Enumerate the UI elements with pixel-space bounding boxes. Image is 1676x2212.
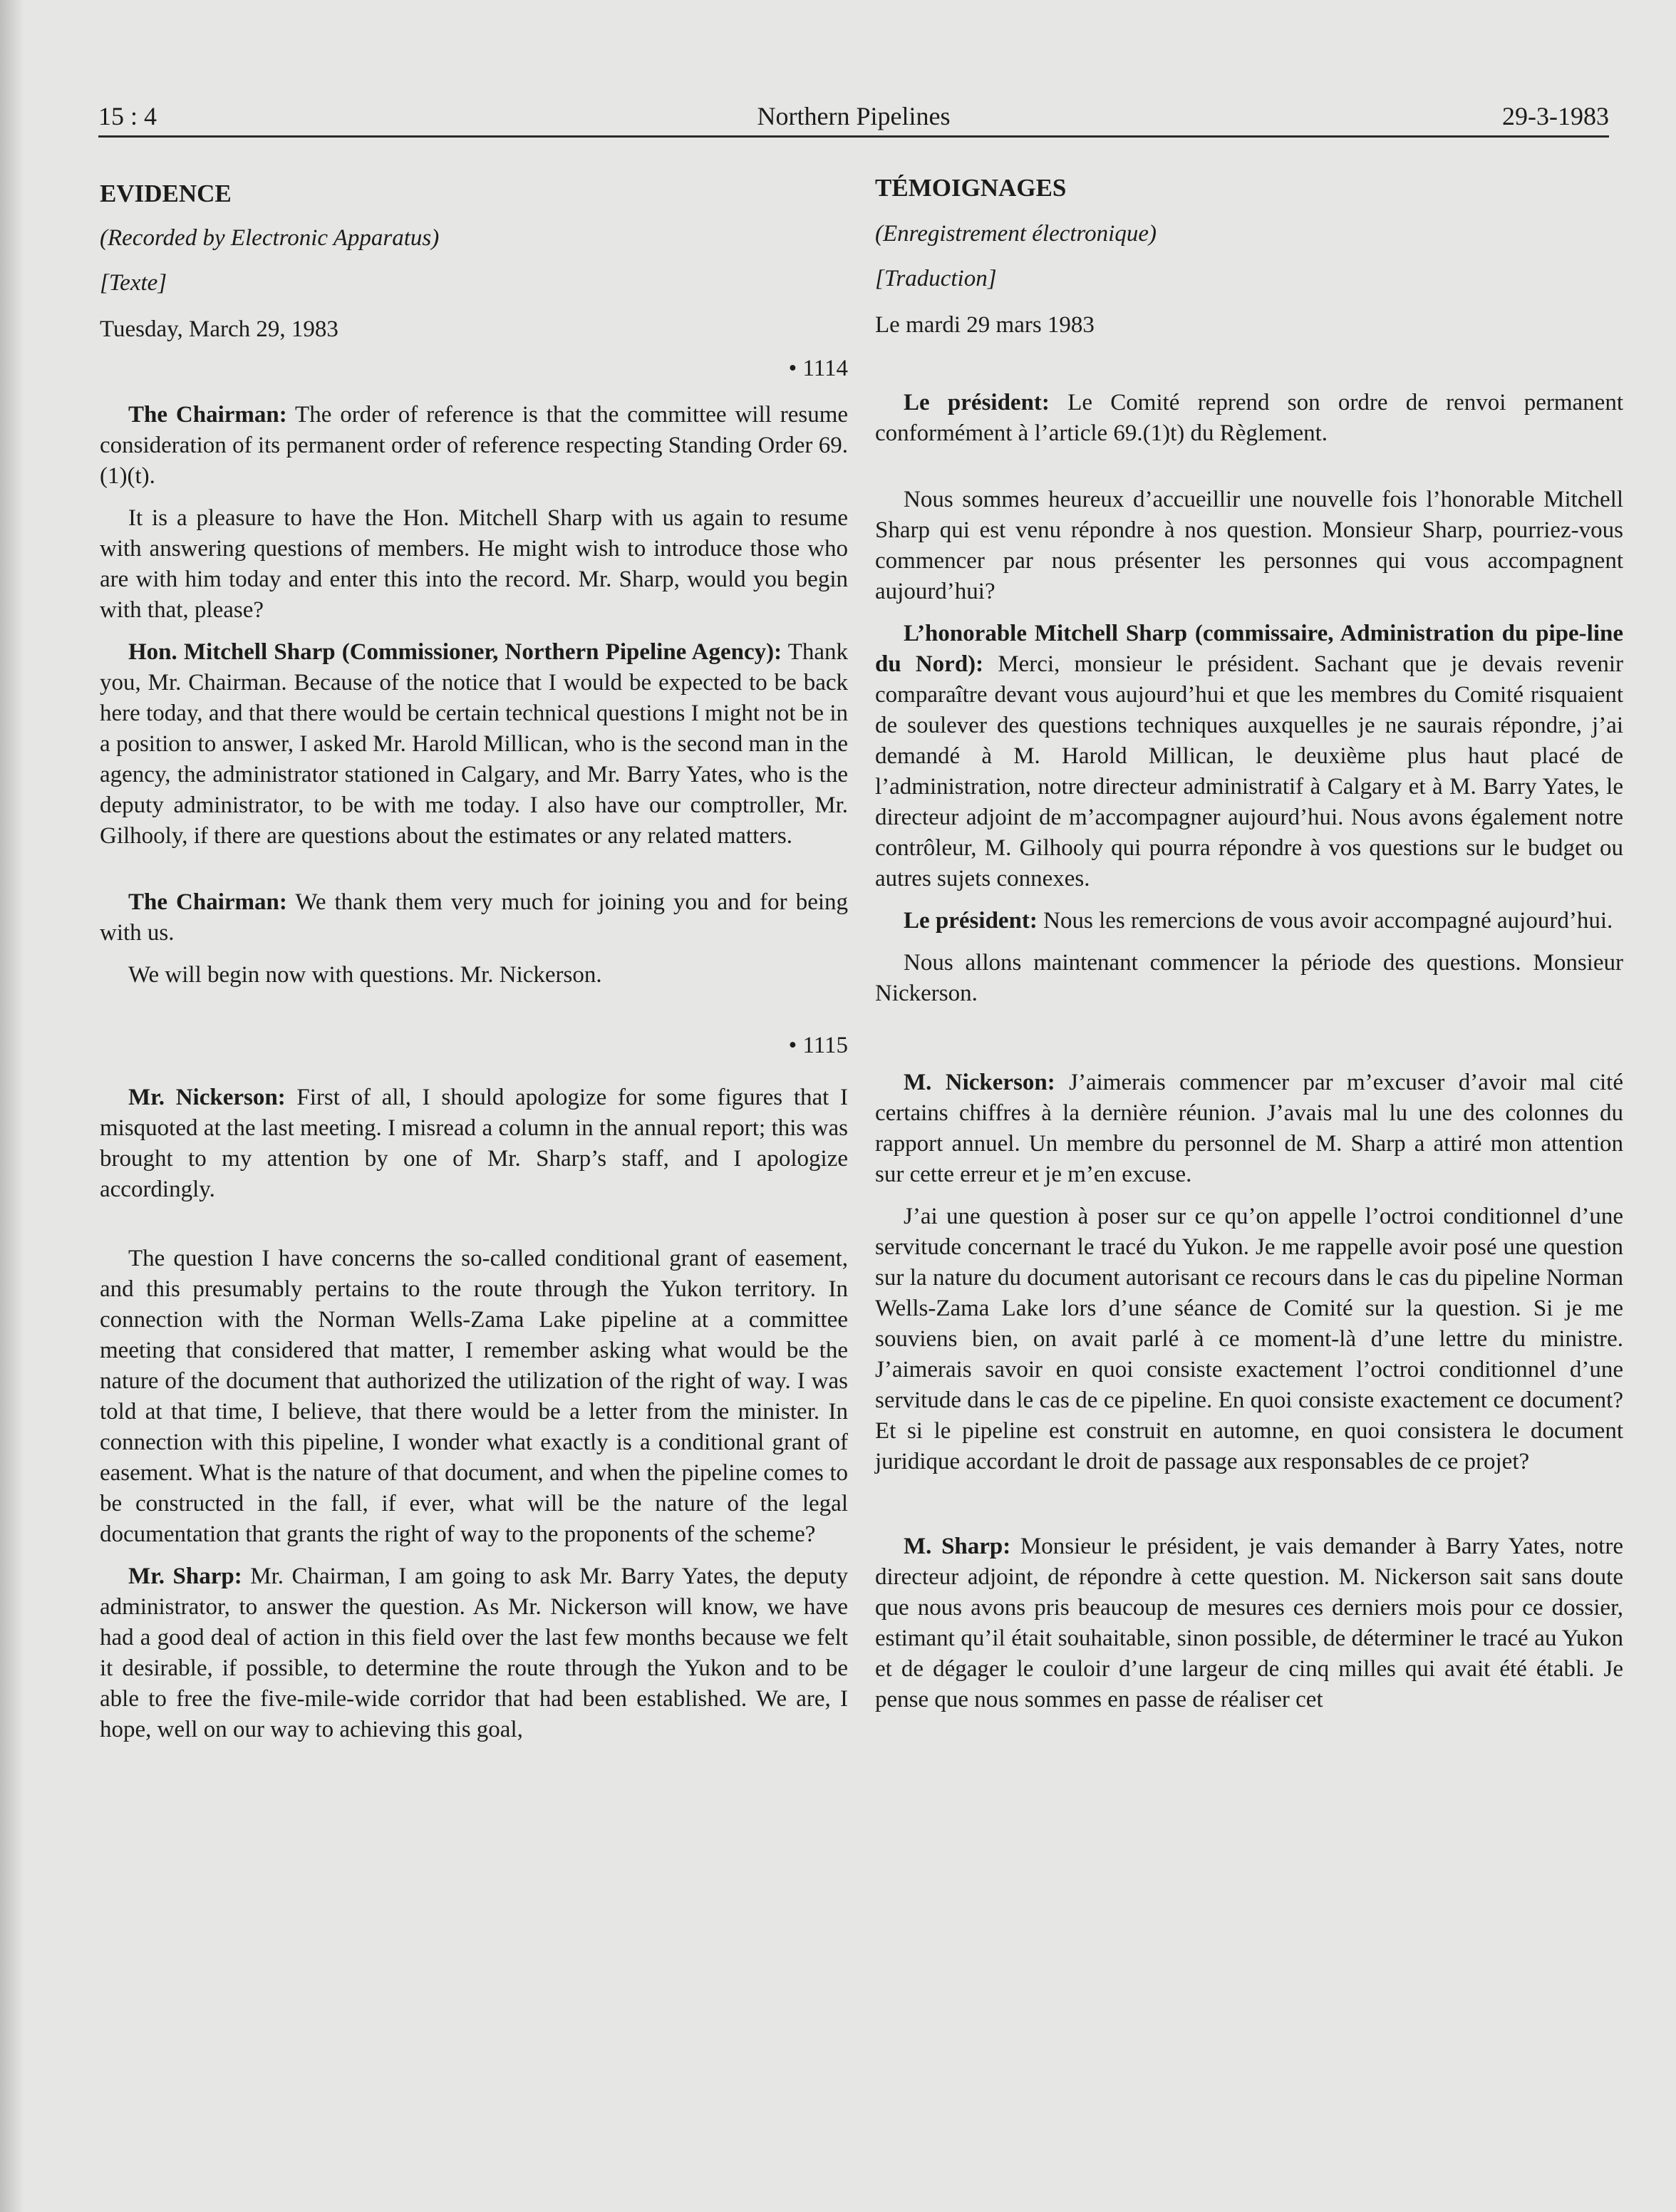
- english-paragraph-4: [100, 887, 848, 949]
- french-paragraph-6: [875, 1068, 1623, 1190]
- paragraph-text: First of all, I should apologize for some figures that I misquoted at the last meeting. I misread a column in the annual report; this was brought to my attention by one of Mr. Sharp’s staff, and I apologize accordingly.: [100, 1085, 848, 1202]
- english-paragraph-1: [100, 400, 848, 492]
- french-heading: TÉMOIGNAGES: [875, 174, 1067, 202]
- speaker-name: Le président:: [904, 908, 1038, 934]
- page-number: 15 : 4: [98, 102, 157, 130]
- french-column: [875, 157, 1623, 1715]
- french-paragraph-4: [875, 906, 1623, 936]
- paragraph-text: Thank you, Mr. Chairman. Because of the notice that I would be expected to be back here today, and that there would be certain technical questions I might not be in a position to answer, I asked Mr. Harold Millican, who is the second man in the agency, the administrator stationed in Calgary, and Mr. Barry Yates, who is the deputy administrator, to be with me today. I also have our comptroller, Mr. Gilhooly, if there are questions about the estimates or any related matters.: [100, 639, 848, 849]
- english-paragraph-3: [100, 637, 848, 852]
- english-paragraph-7: The question I have concerns the so-called conditional grant of easement, and this presumably pertains to the route through the Yukon territory. In connection with the Norman Wells-Zama Lake pipeline at a committee meeting that considered that matter, I remember asking what would be the nature of the document that authorized the utilization of the right of way. I was told at that time, I believe, that there would be a letter from the minister. In connection with this pipeline, I wonder what exactly is a conditional grant of easement. What is the nature of that document, and when the pipeline comes to be constructed in the fall, if ever, what will be the nature of the legal documentation that grants the right of way to the proponents of the scheme?: [100, 1246, 848, 1547]
- paragraph-text: Merci, monsieur le président. Sachant que je devais revenir comparaître devant vous aujourd’hui et que les membres du Comité risquaient de soulever des questions techniques auxquelles je ne saurais répondre, j’ai demandé à M. Harold Millican, le deuxième plus haut placé de l’administration, notre directeur administratif à Calgary et à M. Barry Yates, le directeur adjoint de m’accompagner aujourd’hui. Nous avons également notre contrôleur, M. Gilhooly qui pourra répondre à vos questions sur le budget ou autres sujets connexes.: [875, 651, 1623, 891]
- french-paragraph-5: Nous allons maintenant commencer la période des questions. Monsieur Nickerson.: [875, 950, 1623, 1006]
- french-paragraph-7: J’ai une question à poser sur ce qu’on appelle l’octroi conditionnel d’une servitude concernant le tracé du Yukon. Je me rappelle avoir posé une question sur la nature du document autorisant ce recours dans le cas du pipeline Norman Wells-Zama Lake lors d’une séance de Comité sur la question. Si je me souviens bien, on avait parlé à ce moment-là d’une lettre du ministre. J’aimerais savoir en quoi consiste exactement l’octroi conditionnel d’une servitude dans le cas de ce pipeline. En quoi consiste exactement ce document? Et si le pipeline est construit en automne, en quoi consistera le document juridique accordant le droit de passage aux responsables de ce projet?: [875, 1204, 1623, 1474]
- header-date: 29-3-1983: [1502, 102, 1609, 130]
- speaker-name: Mr. Nickerson:: [128, 1085, 286, 1110]
- paragraph-text: The order of reference is that the committee will resume consideration of its permanent order of reference respecting Standing Order 69.(1)(t).: [100, 402, 849, 489]
- french-date: Le mardi 29 mars 1983: [875, 312, 1095, 338]
- speaker-name: Hon. Mitchell Sharp (Commissioner, Northern Pipeline Agency):: [128, 639, 782, 665]
- english-date: Tuesday, March 29, 1983: [100, 316, 338, 342]
- english-heading: EVIDENCE: [100, 180, 232, 207]
- page-header: [98, 98, 1609, 138]
- french-recorded-note: (Enregistrement électronique): [875, 221, 1157, 247]
- paragraph-text: Nous les remercions de vous avoir accompagné aujourd’hui.: [1037, 908, 1613, 934]
- french-paragraph-1: [875, 388, 1623, 449]
- paragraph-text: We thank them very much for joining you and for being with us.: [100, 889, 849, 946]
- english-paragraph-6: [100, 1082, 848, 1205]
- page-binding-shadow: [0, 0, 24, 2212]
- timestamp-1114: • 1114: [788, 356, 848, 381]
- timestamp-1115: • 1115: [788, 1033, 848, 1058]
- french-traduction-note: [Traduction]: [875, 266, 997, 291]
- paragraph-text: Mr. Chairman, I am going to ask Mr. Barry Yates, the deputy administrator, to answer the question. As Mr. Nickerson will know, we have had a good deal of action in this field over the last few months because we felt it desirable, if possible, to determine the route through the Yukon and to be able to free the five-mile-wide corridor that had been established. We are, I hope, well on our way to achieving this goal,: [100, 1564, 848, 1742]
- speaker-name: The Chairman:: [128, 889, 287, 915]
- paragraph-text: Monsieur le président, je vais demander à Barry Yates, notre directeur adjoint, de répondre à cette question. M. Nickerson sait sans doute que nous avons pris beaucoup de mesures ces derniers mois pour ce dossier, estimant qu’il était souhaitable, sinon possible, de déterminer le tracé au Yukon et de dégager le couloir d’une largeur de cinq milles qui avait été établi. Je pense que nous sommes en passe de réaliser cet: [875, 1534, 1623, 1712]
- speaker-name: M. Nickerson:: [904, 1070, 1055, 1095]
- speaker-name: M. Sharp:: [904, 1534, 1011, 1559]
- french-paragraph-3: [875, 619, 1623, 894]
- french-paragraph-2: Nous sommes heureux d’accueillir une nouvelle fois l’honorable Mitchell Sharp qui est venu répondre à nos question. Monsieur Sharp, pourriez-vous commencer par nous présenter les personnes qui vous accompagnent aujourd’hui?: [875, 487, 1623, 604]
- english-texte-note: [Texte]: [100, 270, 167, 296]
- english-recorded-note: (Recorded by Electronic Apparatus): [100, 225, 440, 251]
- speaker-name: The Chairman:: [128, 402, 287, 428]
- english-paragraph-8: [100, 1561, 848, 1745]
- running-title: Northern Pipelines: [757, 102, 951, 130]
- speaker-name: Le président:: [904, 390, 1050, 415]
- english-paragraph-2: It is a pleasure to have the Hon. Mitchell Sharp with us again to resume with answering questions of members. He might wish to introduce those who are with him today and enter this into the record. Mr. Sharp, would you begin with that, please?: [100, 505, 848, 623]
- french-paragraph-8: [875, 1531, 1623, 1715]
- paragraph-text: J’aimerais commencer par m’excuser d’avoir mal cité certains chiffres à la dernière réunion. J’avais mal lu une des colonnes du rapport annuel. Un membre du personnel de M. Sharp a attiré mon attention sur cette erreur et je m’en excuse.: [875, 1070, 1623, 1187]
- english-paragraph-5: We will begin now with questions. Mr. Nickerson.: [128, 962, 602, 988]
- speaker-name: Mr. Sharp:: [128, 1564, 242, 1589]
- speaker-name: L’honorable Mitchell Sharp (commissaire, Administration du pipe-line du Nord):: [875, 621, 1623, 677]
- paragraph-text: Le Comité reprend son ordre de renvoi permanent conformément à l’article 69.(1)t) du Règlement.: [875, 390, 1623, 446]
- english-column: [100, 157, 848, 1745]
